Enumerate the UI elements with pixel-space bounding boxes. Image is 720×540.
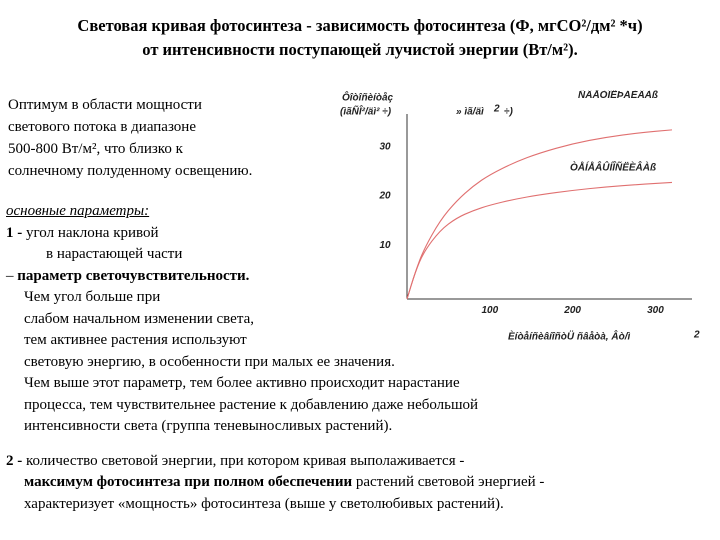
x-tick-label: 200 [564,305,581,316]
param-1-line: Чем угол больше при [24,289,161,305]
x-axis-label-sup: 2 [694,329,700,341]
param-1-line: слабом начальном изменении света, [24,310,254,327]
title-line-2: от интенсивности поступающей лучистой энергии (Вт/м²). [142,40,578,59]
y-axis-label-end: ÷) [504,106,513,118]
param-1-bold: параметр светочувствительности. [17,267,250,284]
parameters-heading: основные параметры: [6,203,150,219]
spacer [6,438,686,451]
param-2-text: количество световой энергии, при котором кривая выполаживается - [22,452,465,469]
param-1-line: тем активнее растения используют [24,332,247,348]
y-tick-label: 10 [379,239,391,251]
series-line-1 [407,130,672,299]
light-curve-chart [320,90,720,365]
y-axis-label-mid: » ìã/äì [456,106,484,118]
series-label-2: ÒÅÍÅÂÛÍÎÑËÈÂÀß [570,162,657,174]
param-1-line: в нарастающей части [46,246,183,262]
param-1-dash: – [6,267,18,284]
param-1-line: процесса, тем чувствительнее растение к добавлению даже небольшой [24,396,479,413]
x-tick-label: 100 [481,305,499,316]
y-axis-label-sup: 2 [494,103,500,115]
param-1-line: Чем выше этот параметр, тем более активно происходит нарастание [24,375,460,391]
y-tick-label: 20 [379,190,391,202]
param-2-number: 2 - [6,452,23,469]
y-axis-label-line-1: Ôîòîñèíòåç [342,92,394,104]
chart-svg [320,90,720,365]
param-2-bold: максимум фотосинтеза при полном обеспечении [24,474,353,490]
intro-line: Оптимум в области мощности [8,97,202,113]
intro-text [8,94,308,182]
x-axis-label: ÈíòåíñèâíîñòÜ ñâåòà, Âò/ì [508,331,631,343]
page-title [10,14,710,62]
param-1-line: световую энергию, в особенности при малых ее значения. [24,353,395,370]
x-tick-label: 300 [647,305,664,316]
param-2-line: характеризует «мощность» фотосинтеза (выше у светолюбивых растений). [24,495,504,512]
series-line-2 [407,182,672,299]
param-2-rest: растений световой энергией - [352,474,545,490]
y-tick-label: 30 [379,141,391,153]
title-line-1: Световая кривая фотосинтеза - зависимость фотосинтеза (Ф, мгСО²/дм² *ч) [77,16,643,35]
intro-line: светового потока в диапазоне [8,119,196,135]
param-1-number: 1 - [6,224,23,241]
param-2-line [6,472,686,494]
param-1-line: интенсивности света (группа теневыносливых растений). [24,418,393,434]
intro-line: 500-800 Вт/м², что близко к [8,141,183,157]
y-axis-label-line-2: (ìãÑÎ²/äì² ÷) [340,106,392,118]
param-2-line [6,451,686,473]
series-label-1: ÑÂÅÒÎËÞÁÈÂÀß [578,90,659,101]
param-1-text: угол наклона кривой [22,224,159,241]
intro-line: солнечному полуденному освещению. [8,163,253,179]
